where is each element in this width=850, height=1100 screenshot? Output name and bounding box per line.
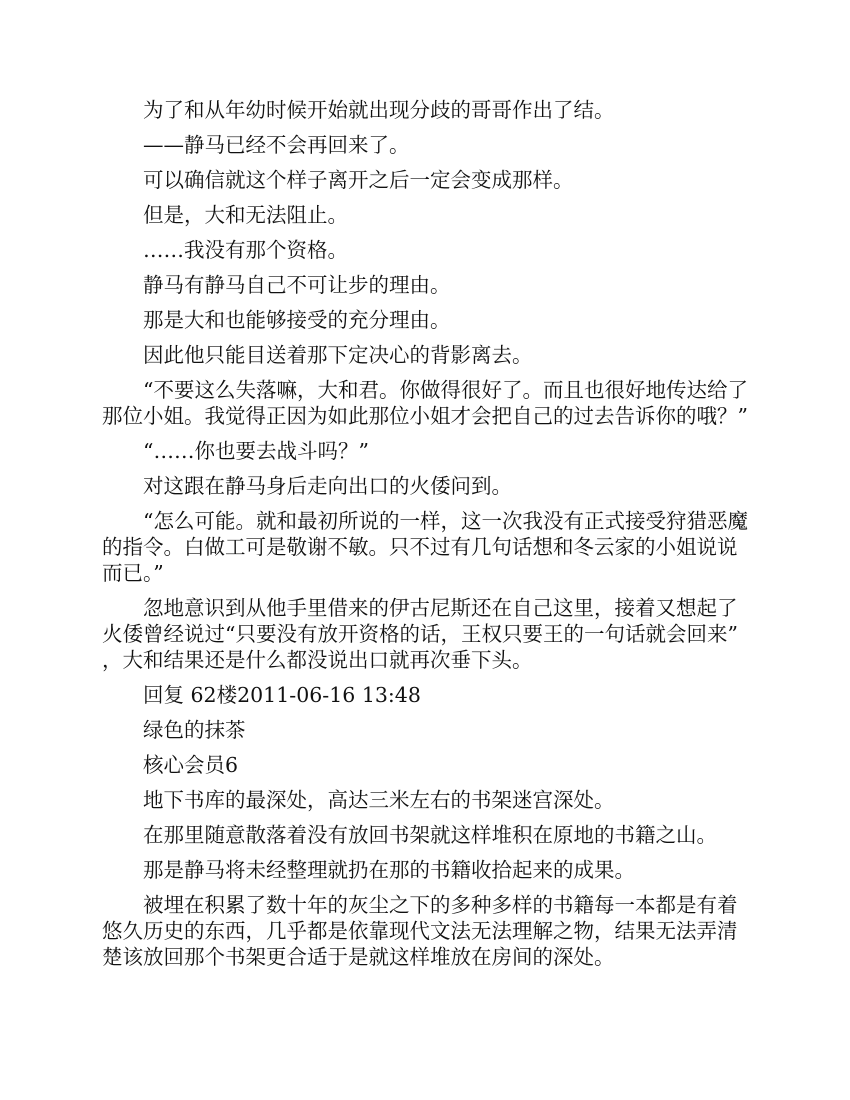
document-page	[102, 97, 752, 979]
paragraph-11: 对这跟在静马身后走向出口的火倭问到。	[143, 474, 512, 498]
paragraph-17: 地下书库的最深处，高达三米左右的书架迷宫深处。	[143, 788, 615, 812]
paragraph-8: 因此他只能目送着那下定决心的背影离去。	[143, 343, 533, 367]
paragraph-1: 为了和从年幼时候开始就出现分歧的哥哥作出了结。	[143, 98, 615, 122]
paragraph-2: ——静马已经不会再回来了。	[143, 133, 410, 157]
poster-rank: 核心会员6	[143, 753, 239, 777]
paragraph-19: 那是静马将未经整理就扔在那的书籍收拾起来的成果。	[143, 858, 635, 882]
poster-username: 绿色的抹茶	[143, 718, 246, 742]
paragraph-5: ……我没有那个资格。	[143, 238, 348, 262]
paragraph-6: 静马有静马自己不可让步的理由。	[143, 273, 451, 297]
paragraph-9: “不要这么失落嘛，大和君。你做得很好了。而且也很好地传达给了那位小姐。我觉得正因为如此那位小姐才会把自己的过去告诉你的哦？”	[102, 378, 748, 428]
paragraph-3: 可以确信就这个样子离开之后一定会变成那样。	[143, 168, 574, 192]
paragraph-20: 被埋在积累了数十年的灰尘之下的多种多样的书籍每一本都是有着悠久历史的东西，几乎都是依靠现代文法无法理解之物，结果无法弄清楚该放回那个书架更合适于是就这样堆放在房间的深处。	[102, 893, 738, 969]
paragraph-4: 但是，大和无法阻止。	[143, 203, 348, 227]
paragraph-7: 那是大和也能够接受的充分理由。	[143, 308, 451, 332]
reply-meta-line: 回复 62楼2011-06-16 13:48	[143, 683, 421, 707]
paragraph-12: “怎么可能。就和最初所说的一样，这一次我没有正式接受狩猎恶魔的指令。白做工可是敬谢不敏。只不过有几句话想和冬云家的小姐说说而已。”	[102, 509, 748, 585]
paragraph-10: “……你也要去战斗吗？”	[143, 439, 369, 463]
paragraph-13: 忽地意识到从他手里借来的伊古尼斯还在自己这里，接着又想起了火倭曾经说过“只要没有放开资格的话，王权只要王的一句话就会回来”，大和结果还是什么都没说出口就再次垂下头。	[102, 596, 738, 672]
paragraph-18: 在那里随意散落着没有放回书架就这样堆积在原地的书籍之山。	[143, 823, 717, 847]
